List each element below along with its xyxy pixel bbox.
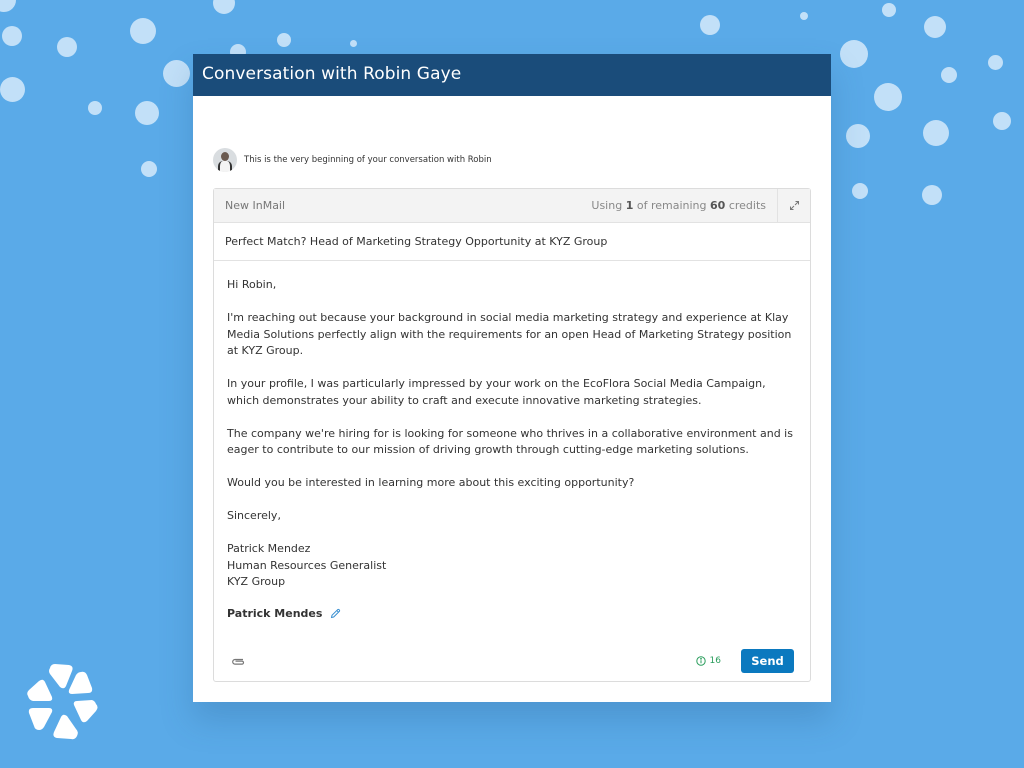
conversation-window (193, 54, 831, 702)
composer-header (214, 189, 810, 223)
paperclip-icon (231, 657, 246, 667)
conversation-intro (213, 148, 492, 172)
brand-logo-icon (22, 660, 106, 744)
intro-text: This is the very beginning of your conversation with Robin (244, 155, 492, 165)
edit-signature-button[interactable] (330, 608, 341, 619)
attach-button[interactable] (231, 652, 246, 671)
message-type-label: New InMail (225, 199, 286, 212)
composer-footer (214, 641, 810, 681)
send-button[interactable]: Send (741, 649, 794, 673)
credits-info: Using 1 of remaining 60 credits (591, 199, 766, 212)
signature-block: Patrick Mendez Human Resources Generalist KYZ Group (227, 542, 387, 588)
avatar[interactable] (213, 148, 237, 172)
message-body[interactable] (214, 261, 810, 622)
body-paragraph: I'm reaching out because your background in social media marketing strategy and experience at Klay Media Solutions perfectly align with the requirements for an open Head of Marketing Strategy position at KYZ Group. (227, 311, 792, 357)
body-paragraph: The company we're hiring for is looking for someone who thrives in a collaborative environment and is eager to contribute to our mission of driving growth through cutting-edge marketing solutions. (227, 426, 793, 456)
pencil-icon (330, 608, 341, 619)
expand-icon (789, 200, 800, 211)
inmail-composer (213, 188, 811, 682)
expand-button[interactable] (777, 189, 810, 223)
closing: Sincerely, (227, 509, 281, 522)
info-icon (696, 656, 706, 666)
body-paragraph: In your profile, I was particularly impressed by your work on the EcoFlora Social Media Campaign, which demonstrates your ability to craft and execute innovative marketing strategies. (227, 377, 766, 407)
window-title: Conversation with Robin Gaye (193, 54, 831, 96)
body-paragraph: Would you be interested in learning more about this exciting opportunity? (227, 476, 635, 489)
character-counter: 16 (696, 656, 721, 666)
greeting: Hi Robin, (227, 278, 277, 291)
sender-name: Patrick Mendes (227, 606, 797, 623)
subject-field[interactable]: Perfect Match? Head of Marketing Strategy Opportunity at KYZ Group (214, 223, 810, 261)
